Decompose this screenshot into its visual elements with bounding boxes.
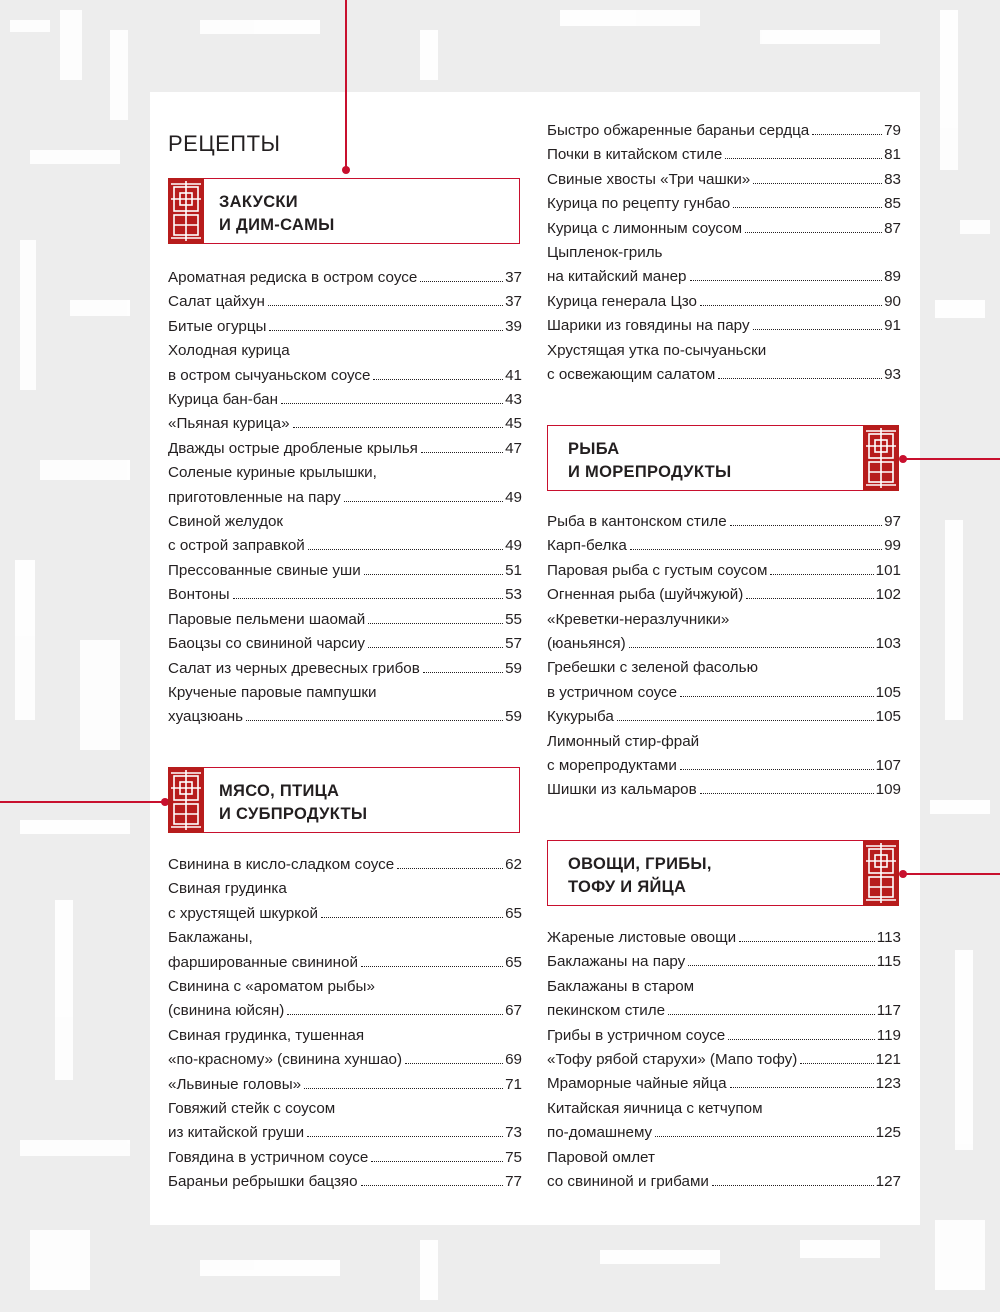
- page-number: 47: [505, 439, 522, 457]
- section-title: ОВОЩИ, ГРИБЫ, ТОФУ И ЯЙЦА: [568, 855, 712, 896]
- page-number: 41: [505, 366, 522, 384]
- dot-leader: [745, 232, 882, 233]
- toc-entry[interactable]: [168, 339, 522, 388]
- entry-title: Салат цайхун: [168, 293, 265, 311]
- page-number: 105: [875, 683, 901, 701]
- toc-entry[interactable]: [547, 510, 901, 534]
- entry-title: хуацзюань: [168, 708, 244, 726]
- dot-leader: [293, 427, 504, 428]
- page-title: РЕЦЕПТЫ: [168, 130, 281, 156]
- dot-leader: [364, 574, 503, 575]
- entry-title: фаршированные свининой: [168, 953, 358, 971]
- dot-leader: [688, 965, 875, 966]
- toc-entry[interactable]: [547, 705, 901, 729]
- page-number: 39: [505, 317, 522, 335]
- section-header-meat: [168, 767, 520, 833]
- toc-entry[interactable]: [547, 583, 901, 607]
- page-number: 101: [875, 561, 901, 579]
- toc-entry[interactable]: [168, 559, 522, 583]
- page-number: 97: [884, 513, 901, 530]
- toc-entry[interactable]: [547, 1072, 901, 1096]
- entry-title: Баоцзы со свининой чарсиу: [168, 635, 365, 653]
- dot-leader: [423, 672, 503, 673]
- toc-entry[interactable]: [547, 778, 901, 802]
- entry-title: из китайской груши: [168, 1124, 305, 1142]
- toc-entry[interactable]: [168, 1024, 522, 1073]
- entry-title: в остром сычуаньском соусе: [168, 366, 371, 384]
- connector-line-right-veg: [903, 873, 1000, 875]
- page-number: 121: [875, 1051, 901, 1069]
- toc-entry[interactable]: [168, 315, 522, 339]
- dot-leader: [770, 574, 873, 575]
- dot-leader: [397, 868, 503, 869]
- page-number: 125: [875, 1124, 901, 1142]
- page-number: 79: [884, 122, 901, 139]
- toc-entry[interactable]: [168, 926, 522, 975]
- toc-entry[interactable]: [547, 656, 901, 705]
- dot-leader: [812, 134, 882, 135]
- toc-list-seafood: [547, 510, 901, 803]
- entry-title: в устричном соусе: [547, 683, 678, 701]
- entry-title: пекинском стиле: [547, 1002, 666, 1020]
- page-number: 65: [505, 953, 522, 971]
- toc-entry[interactable]: [168, 290, 522, 314]
- entry-title: Мраморные чайные яйца: [547, 1075, 727, 1093]
- dot-leader: [725, 158, 882, 159]
- dot-leader: [730, 1087, 874, 1088]
- toc-entry[interactable]: [168, 461, 522, 510]
- dot-leader: [680, 696, 874, 697]
- dot-leader: [668, 1014, 875, 1015]
- toc-entry[interactable]: [547, 1097, 901, 1146]
- entry-title: Курица с лимонным соусом: [547, 219, 743, 237]
- toc-entry[interactable]: [547, 926, 901, 950]
- toc-entry[interactable]: [547, 1048, 901, 1072]
- dot-leader: [712, 1185, 874, 1186]
- dot-leader: [304, 1088, 503, 1089]
- entry-title: Паровой омлет: [547, 1148, 655, 1166]
- page-number: 117: [876, 1002, 901, 1020]
- toc-entry[interactable]: [168, 266, 522, 290]
- page-number: 71: [505, 1075, 522, 1093]
- entry-title: с острой заправкой: [168, 537, 305, 555]
- dot-leader: [268, 305, 503, 306]
- dot-leader: [233, 598, 504, 599]
- connector-line-right-fish: [903, 458, 1000, 460]
- connector-line-left: [0, 801, 165, 803]
- entry-title: Гребешки с зеленой фасолью: [547, 659, 758, 677]
- section-title: МЯСО, ПТИЦА И СУБПРОДУКТЫ: [219, 782, 368, 823]
- section-header-seafood: [547, 425, 899, 491]
- entry-title: Свиной желудок: [168, 513, 284, 531]
- entry-title: Соленые куриные крылышки,: [168, 464, 377, 482]
- page-number: 103: [875, 635, 901, 653]
- entry-title: Крученые паровые пампушки: [168, 683, 377, 701]
- entry-title: «Тофу рябой старухи» (Мапо тофу): [547, 1051, 798, 1069]
- entry-title: Курица бан-бан: [168, 391, 278, 409]
- dot-leader: [700, 793, 874, 794]
- dot-leader: [629, 647, 874, 648]
- entry-title: Свиные хвосты «Три чашки»: [547, 170, 751, 188]
- page-number: 45: [505, 415, 522, 433]
- toc-entry[interactable]: [547, 119, 901, 143]
- dot-leader: [405, 1063, 503, 1064]
- entry-title: по-домашнему: [547, 1124, 653, 1142]
- entry-title: со свининой и грибами: [547, 1173, 709, 1191]
- page-number: 105: [875, 708, 901, 726]
- dot-leader: [421, 452, 503, 453]
- toc-entry[interactable]: [547, 534, 901, 558]
- page-number: 119: [876, 1026, 901, 1044]
- entry-title: Говяжий стейк с соусом: [168, 1100, 336, 1118]
- entry-title: на китайский манер: [547, 268, 687, 286]
- entry-title: Баклажаны,: [168, 929, 253, 947]
- page-number: 102: [875, 586, 901, 604]
- entry-title: (свинина юйсян): [168, 1002, 285, 1020]
- entry-title: Быстро обжаренные бараньи сердца: [547, 122, 810, 139]
- dot-leader: [420, 281, 503, 282]
- toc-entry[interactable]: [168, 1073, 522, 1097]
- toc-entry[interactable]: [547, 192, 901, 216]
- page-number: 51: [505, 561, 522, 579]
- entry-title: Свинина в кисло-сладком соусе: [168, 856, 395, 873]
- entry-title: Грибы в устричном соусе: [547, 1026, 726, 1044]
- entry-title: с морепродуктами: [547, 757, 677, 775]
- entry-title: Жареные листовые овощи: [547, 929, 737, 946]
- toc-entry[interactable]: [547, 608, 901, 657]
- connector-dot: [342, 166, 350, 174]
- entry-title: Огненная рыба (шуйчжуюй): [547, 586, 744, 604]
- connector-dot: [899, 870, 907, 878]
- entry-title: Курица по рецепту гунбао: [547, 195, 731, 213]
- entry-title: Паровая рыба с густым соусом: [547, 561, 768, 579]
- page-number: 69: [505, 1051, 522, 1069]
- page-number: 62: [505, 856, 522, 873]
- entry-title: Прессованные свиные уши: [168, 561, 361, 579]
- dot-leader: [246, 720, 503, 721]
- page-number: 49: [505, 488, 522, 506]
- entry-title: «Креветки-неразлучники»: [547, 610, 730, 628]
- toc-list-meat-continued: [547, 119, 901, 387]
- page-number: 127: [875, 1173, 901, 1191]
- dot-leader: [728, 1039, 875, 1040]
- page-number: 59: [505, 708, 522, 726]
- dot-leader: [730, 525, 882, 526]
- section-header-vegetables: [547, 840, 899, 906]
- entry-title: с освежающим салатом: [547, 366, 716, 384]
- chinese-lattice-ornament-icon: [863, 425, 899, 491]
- toc-entry[interactable]: [547, 559, 901, 583]
- dot-leader: [344, 501, 503, 502]
- page-number: 75: [505, 1148, 522, 1166]
- toc-entry[interactable]: [547, 339, 901, 388]
- chinese-lattice-ornament-icon: [168, 767, 204, 833]
- page-number: 43: [505, 391, 522, 409]
- entry-title: Вонтоны: [168, 586, 230, 604]
- toc-entry[interactable]: [547, 314, 901, 338]
- entry-title: Шарики из говядины на пару: [547, 317, 750, 335]
- dot-leader: [287, 1014, 503, 1015]
- chinese-lattice-ornament-icon: [863, 840, 899, 906]
- dot-leader: [368, 623, 503, 624]
- section-title: ЗАКУСКИ И ДИМ-САМЫ: [219, 193, 335, 234]
- page-number: 55: [505, 610, 522, 628]
- entry-title: Говядина в устричном соусе: [168, 1148, 369, 1166]
- page-number: 65: [505, 904, 522, 922]
- chinese-lattice-ornament-icon: [168, 178, 204, 244]
- page-number: 49: [505, 537, 522, 555]
- page-number: 115: [876, 953, 901, 971]
- toc-entry[interactable]: [168, 1170, 522, 1194]
- page-number: 59: [505, 659, 522, 677]
- dot-leader: [733, 207, 882, 208]
- dot-leader: [630, 549, 882, 550]
- dot-leader: [800, 1063, 873, 1064]
- toc-entry[interactable]: [168, 975, 522, 1024]
- toc-entry[interactable]: [168, 388, 522, 412]
- entry-title: Кукурыба: [547, 708, 614, 726]
- entry-title: Карп-белка: [547, 537, 627, 555]
- dot-leader: [718, 378, 882, 379]
- toc-entry[interactable]: [547, 168, 901, 192]
- entry-title: Дважды острые дробленые крылья: [168, 439, 418, 457]
- toc-entry[interactable]: [168, 681, 522, 730]
- dot-leader: [746, 598, 873, 599]
- page-number: 83: [884, 170, 901, 188]
- entry-title: Китайская яичница с кетчупом: [547, 1099, 763, 1117]
- toc-entry[interactable]: [168, 657, 522, 681]
- page-number: 90: [884, 292, 901, 310]
- page-number: 89: [884, 268, 901, 286]
- entry-title: «по-красному» (свинина хуншао): [168, 1051, 403, 1069]
- dot-leader: [700, 305, 882, 306]
- toc-entry[interactable]: [168, 632, 522, 656]
- page-number: 107: [875, 757, 901, 775]
- page-number: 91: [884, 317, 901, 335]
- toc-entry[interactable]: [547, 241, 901, 290]
- toc-list-meat: [168, 853, 522, 1195]
- toc-entry[interactable]: [547, 290, 901, 314]
- dot-leader: [739, 941, 875, 942]
- dot-leader: [361, 966, 503, 967]
- page-number: 93: [884, 366, 901, 384]
- page-number: 123: [875, 1075, 901, 1093]
- entry-title: «Львиные головы»: [168, 1075, 302, 1093]
- page-number: 99: [884, 537, 901, 555]
- entry-title: Шишки из кальмаров: [547, 781, 697, 799]
- page-number: 53: [505, 586, 522, 604]
- section-header-appetizers: [168, 178, 520, 244]
- toc-entry[interactable]: [547, 217, 901, 241]
- toc-entry[interactable]: [168, 437, 522, 461]
- page-number: 67: [505, 1002, 522, 1020]
- entry-title: с хрустящей шкуркой: [168, 904, 318, 922]
- entry-title: Свиная грудинка: [168, 880, 287, 898]
- entry-title: Свинина с «ароматом рыбы»: [168, 978, 375, 996]
- page-number: 77: [505, 1173, 522, 1191]
- page-number: 37: [505, 293, 522, 311]
- page-number: 57: [505, 635, 522, 653]
- toc-entry[interactable]: [547, 1024, 901, 1048]
- toc-entry[interactable]: [547, 730, 901, 779]
- entry-title: Цыпленок-гриль: [547, 244, 663, 262]
- toc-entry[interactable]: [547, 143, 901, 167]
- entry-title: Баклажаны на пару: [547, 953, 686, 971]
- entry-title: Лимонный стир-фрай: [547, 732, 700, 750]
- entry-title: Почки в китайском стиле: [547, 146, 723, 164]
- toc-entry[interactable]: [168, 1097, 522, 1146]
- entry-title: Паровые пельмени шаомай: [168, 610, 366, 628]
- toc-entry[interactable]: [168, 877, 522, 926]
- entry-title: приготовленные на пару: [168, 488, 341, 506]
- dot-leader: [269, 330, 503, 331]
- dot-leader: [361, 1185, 504, 1186]
- toc-entry[interactable]: [168, 510, 522, 559]
- dot-leader: [690, 280, 883, 281]
- page-number: 73: [505, 1124, 522, 1142]
- entry-title: Холодная курица: [168, 342, 290, 360]
- entry-title: «Пьяная курица»: [168, 415, 290, 433]
- entry-title: Ароматная редиска в остром соусе: [168, 269, 418, 286]
- section-title: РЫБА И МОРЕПРОДУКТЫ: [568, 440, 732, 481]
- page-number: 109: [875, 781, 901, 799]
- entry-title: Свиная грудинка, тушенная: [168, 1026, 365, 1044]
- dot-leader: [373, 379, 503, 380]
- toc-entry[interactable]: [547, 1146, 901, 1195]
- dot-leader: [753, 183, 882, 184]
- entry-title: Курица генерала Цзо: [547, 292, 697, 310]
- toc-entry[interactable]: [168, 853, 522, 877]
- dot-leader: [281, 403, 503, 404]
- dot-leader: [680, 769, 874, 770]
- toc-entry[interactable]: [547, 975, 901, 1024]
- toc-entry[interactable]: [168, 1146, 522, 1170]
- page-number: 85: [884, 195, 901, 213]
- entry-title: (юаньянся): [547, 635, 626, 653]
- toc-list-vegetables: [547, 926, 901, 1194]
- entry-title: Хрустящая утка по-сычуаньски: [547, 341, 767, 359]
- toc-list-appetizers: [168, 266, 522, 730]
- entry-title: Битые огурцы: [168, 317, 267, 335]
- dot-leader: [655, 1136, 874, 1137]
- page-number: 81: [884, 146, 901, 164]
- toc-entry[interactable]: [168, 412, 522, 436]
- entry-title: Баклажаны в старом: [547, 977, 695, 995]
- entry-title: Бараньи ребрышки бацзяо: [168, 1173, 358, 1191]
- toc-entry[interactable]: [168, 583, 522, 607]
- page-number: 113: [876, 929, 901, 946]
- dot-leader: [368, 647, 503, 648]
- entry-title: Салат из черных древесных грибов: [168, 659, 420, 677]
- dot-leader: [617, 720, 874, 721]
- connector-line-top: [345, 0, 347, 170]
- toc-entry[interactable]: [547, 950, 901, 974]
- dot-leader: [307, 1136, 503, 1137]
- page-number: 37: [505, 269, 522, 286]
- page-number: 87: [884, 219, 901, 237]
- toc-entry[interactable]: [168, 608, 522, 632]
- dot-leader: [321, 917, 503, 918]
- connector-dot: [899, 455, 907, 463]
- entry-title: Рыба в кантонском стиле: [547, 513, 727, 530]
- dot-leader: [371, 1161, 503, 1162]
- dot-leader: [308, 549, 503, 550]
- dot-leader: [753, 329, 883, 330]
